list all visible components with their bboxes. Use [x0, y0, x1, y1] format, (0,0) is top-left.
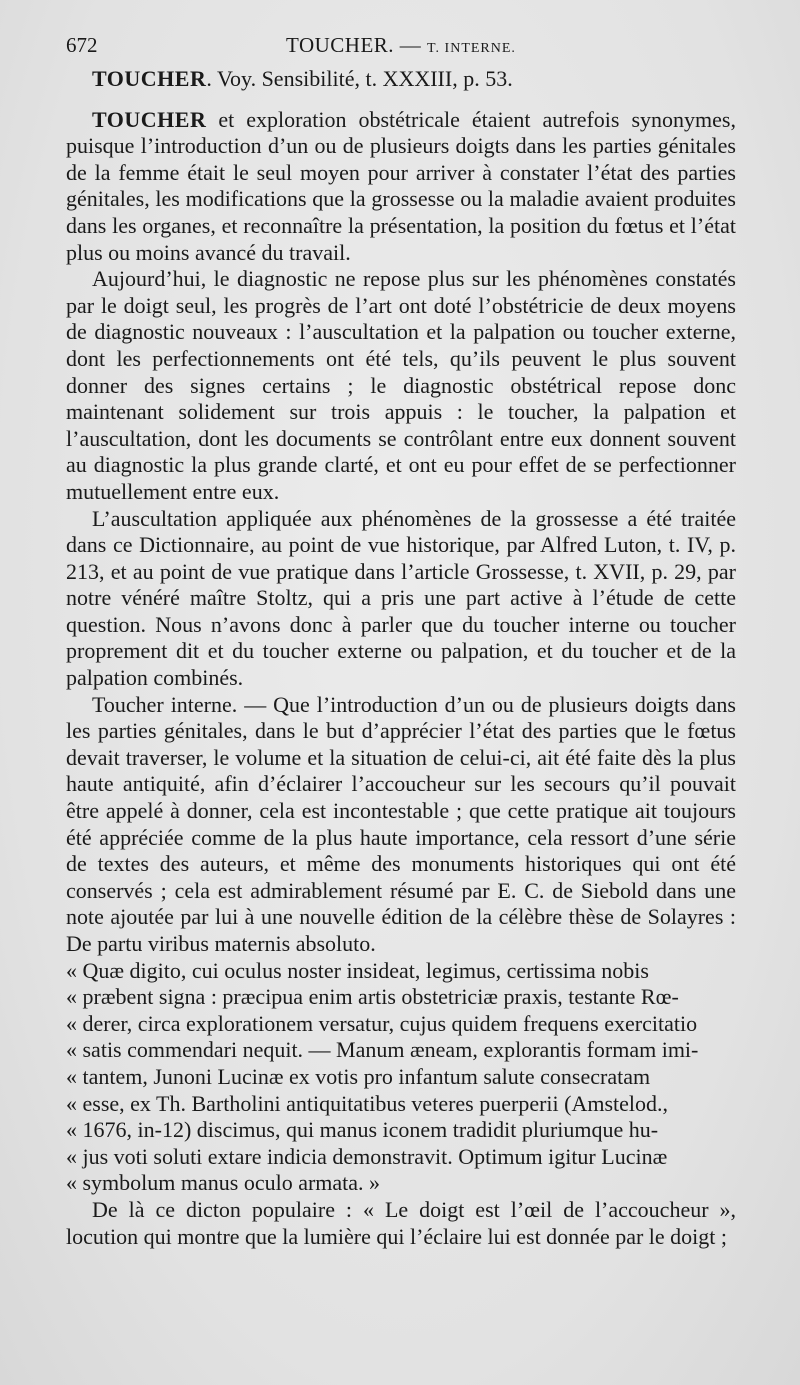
- lemma: TOUCHER: [92, 106, 207, 132]
- running-head: [286, 30, 516, 64]
- entry-exploration: [66, 107, 736, 267]
- quote-line: « Quæ digito, cui oculus noster insideat, legimus, certissima nobis: [66, 957, 649, 983]
- paragraph: Toucher interne. — Que l’introduction d’un ou de plusieurs doigts dans les parties génitales, dans le but d’apprécier l’état des parties que le fœtus devait traverser, le volume et la situation de celui-ci, ait été faite dès la plus haute antiquité, afin d’éclairer l’accoucheur sur les secours qu’il pouvait être appelé à donner, cela est incontestable ; que cette pratique ait toujours été appréciée comme de la plus haute importance, cela ressort d’une série de textes des auteurs, et même des monuments historiques qui ont été conservés ; cela est admirablement résumé par E. C. de Siebold dans une note ajoutée par lui à une nouvelle édition de la célèbre thèse de Solayres : De partu viribus maternis absoluto.: [66, 691, 736, 956]
- quote-line: « jus voti soluti extare indicia demonstravit. Optimum igitur Lucinæ: [66, 1143, 668, 1169]
- entry-text: et exploration obstétricale étaient autrefois synonymes, puisque l’introduction d’un ou de plusieurs doigts dans les parties génitales de la femme était le seul moyen pour arriver à constater l’état des parties génitales, les modifications que la grossesse ou la maladie avaient produites dans les organes, et reconnaître la présentation, la position du fœtus et l’état plus ou moins avancé du travail.: [66, 106, 736, 265]
- quote-line: « præbent signa : præcipua enim artis obstetriciæ praxis, testante Rœ-: [66, 984, 679, 1010]
- entry-sensibilite: [66, 66, 736, 93]
- running-head-main: TOUCHER.: [286, 33, 395, 57]
- lemma: TOUCHER: [92, 66, 207, 91]
- body-text: [66, 66, 736, 1250]
- quote-line: « 1676, in-12) discimus, qui manus iconem tradidit pluriumque hu-: [66, 1117, 659, 1143]
- paragraph: L’auscultation appliquée aux phénomènes de la grossesse a été traitée dans ce Dictionnaire, au point de vue historique, par Alfred Luton, t. IV, p. 213, et au point de vue pratique dans l’article Grossesse, t. XVII, p. 29, par notre vénéré maître Stoltz, qui a pris une part active à l’étude de cette question. Nous n’avons donc à parler que du toucher interne ou toucher proprement dit et du toucher externe ou palpation, et du toucher et de la palpation combinés.: [66, 505, 736, 691]
- quote-line: « tantem, Junoni Lucinæ ex votis pro infantum salute consecratam: [66, 1063, 651, 1089]
- latin-quotation: [66, 958, 736, 1197]
- quote-line: « esse, ex Th. Bartholini antiquitatibus veteres puerperii (Amstelod.,: [66, 1090, 669, 1116]
- entry-text: . Voy. Sensibilité, t. XXXIII, p. 53.: [206, 66, 513, 91]
- page-header: [66, 30, 736, 60]
- page-number: 672: [66, 33, 98, 57]
- running-head-separator: —: [394, 33, 428, 57]
- running-head-sub: T. INTERNE.: [427, 41, 516, 56]
- quote-line: « satis commendari nequit. — Manum æneam, explorantis formam imi-: [66, 1037, 699, 1063]
- quote-line: « symbolum manus oculo armata. »: [66, 1170, 381, 1196]
- quote-line: « derer, circa explorationem versatur, cujus quidem frequens exercitatio: [66, 1010, 698, 1036]
- paragraph: Aujourd’hui, le diagnostic ne repose plus sur les phénomènes constatés par le doigt seul, les progrès de l’art ont doté l’obstétricie de deux moyens de diagnostic nouveaux : l’auscultation et la palpation ou toucher externe, dont les perfectionnements ont été tels, qu’ils peuvent le plus souvent donner des signes certains ; le diagnostic obstétrical repose donc maintenant solidement sur trois appuis : le toucher, la palpation et l’auscultation, dont les documents se contrôlant entre eux donnent souvent au diagnostic la plus grande clarté, et ont eu pour effet de se perfectionner mutuellement entre eux.: [66, 266, 736, 504]
- paragraph: De là ce dicton populaire : « Le doigt est l’œil de l’accoucheur », locution qui montre que la lumière qui l’éclaire lui est donnée par le doigt ;: [66, 1196, 736, 1249]
